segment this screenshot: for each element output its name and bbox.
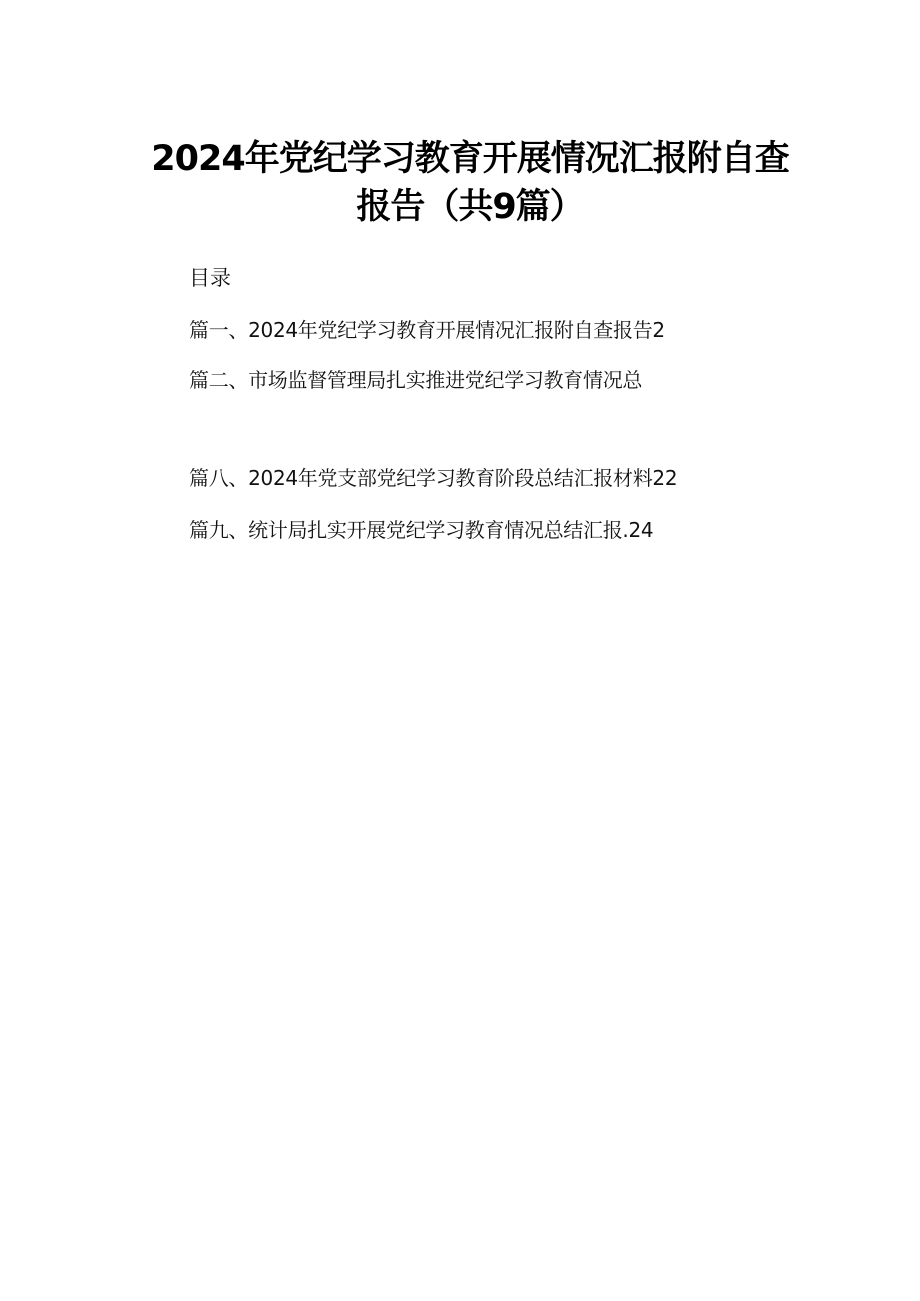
toc-entry-text: 篇八、2024年党支部党纪学习教育阶段总结汇报材料 [189,466,653,490]
document-title-line-1: 2024年党纪学习教育开展情况汇报附自查 [151,139,789,179]
toc-heading: 目录 [189,266,231,290]
toc-entry[interactable] [189,320,665,340]
toc-entry-page: 22 [652,466,678,490]
toc-entry[interactable] [189,468,677,488]
toc-entry-text: 篇九、统计局扎实开展党纪学习教育情况总结汇报. [189,518,629,542]
toc-entry-page: 2 [652,318,665,342]
document-title-line-2: 报告（共9篇） [356,187,584,227]
toc-entry[interactable] [189,370,642,390]
toc-entry[interactable] [189,520,653,540]
toc-entry-page: 24 [628,518,654,542]
toc-entry-text: 篇二、市场监督管理局扎实推进党纪学习教育情况总 [189,368,643,392]
toc-entry-text: 篇一、2024年党纪学习教育开展情况汇报附自查报告 [189,318,653,342]
